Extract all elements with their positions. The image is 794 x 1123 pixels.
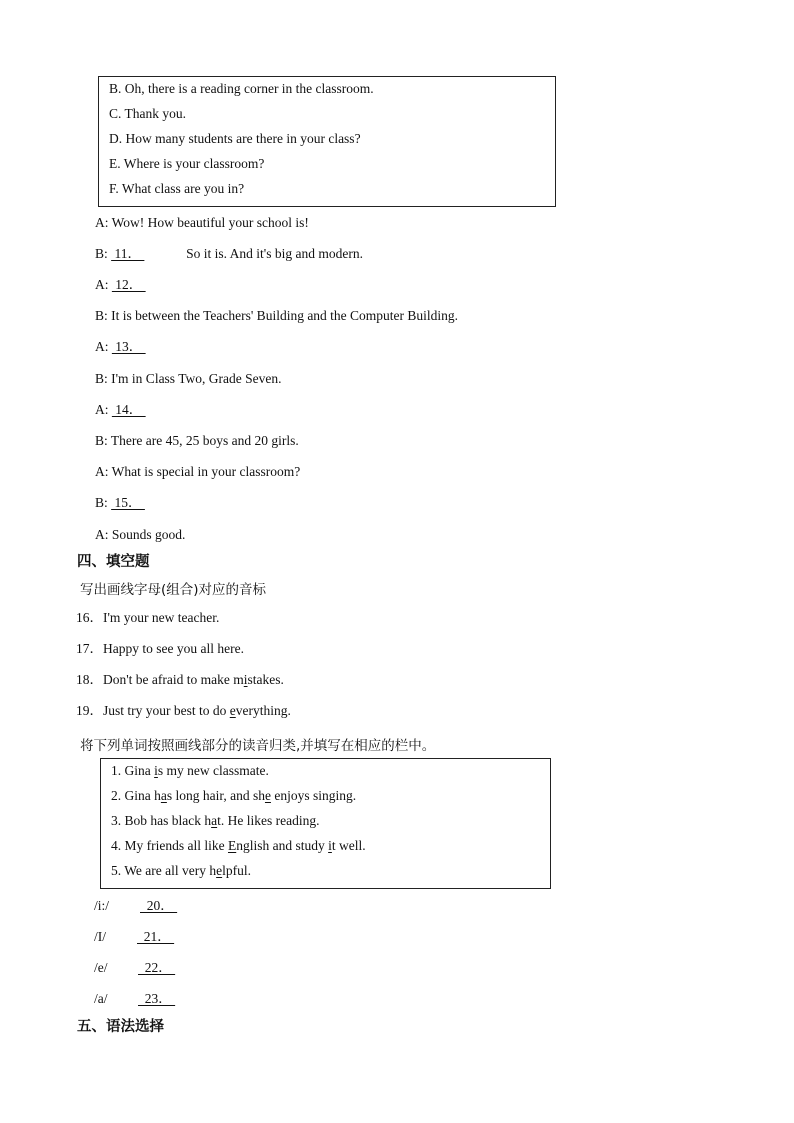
blank-11[interactable]: 11． <box>111 246 145 261</box>
phonetic-row-a <box>94 990 182 1008</box>
sentences-box <box>100 758 551 889</box>
sentence-3: 3. Bob has black hat. He likes reading. <box>111 813 320 828</box>
speaker-a: A: <box>95 339 112 354</box>
question-16: 16．I'm your new teacher. <box>76 610 220 625</box>
option-b: B. Oh, there is a reading corner in the classroom. <box>109 81 374 96</box>
blank-13[interactable]: 13． <box>111 339 146 354</box>
phonetic-symbol: /a/ <box>94 991 108 1006</box>
section-5-heading: 五、语法选择 <box>77 1019 164 1035</box>
option-d: D. How many students are there in your class? <box>109 131 361 146</box>
question-17: 17．Happy to see you all here. <box>76 641 244 656</box>
speaker-a: A: <box>95 277 112 292</box>
question-18: 18．Don't be afraid to make mistakes. <box>76 672 284 687</box>
blank-14[interactable]: 14． <box>111 402 146 417</box>
dialogue-line-11: A: Sounds good. <box>95 527 186 542</box>
question-19: 19．Just try your best to do everything. <box>76 703 291 718</box>
dialogue-line-4: B: It is between the Teachers' Building and the Computer Building. <box>95 308 459 323</box>
underlined-letter: e <box>229 703 236 718</box>
section-4-heading: 四、填空题 <box>77 554 150 570</box>
blank-20[interactable]: 20． <box>140 898 178 913</box>
blank-22[interactable]: 22． <box>138 960 176 975</box>
section-4-instruction-2: 将下列单词按照画线部分的读音归类,并填写在相应的栏中。 <box>80 738 436 754</box>
speaker-b: B: <box>95 246 112 261</box>
blank-15[interactable]: 15． <box>111 495 145 510</box>
dialogue-line-8: B: There are 45, 25 boys and 20 girls. <box>95 433 299 448</box>
sentence-4: 4. My friends all like English and study it well. <box>111 838 366 853</box>
option-e: E. Where is your classroom? <box>109 156 265 171</box>
dialogue-line-6: B: I'm in Class Two, Grade Seven. <box>95 371 282 386</box>
phonetic-row-i-long <box>94 897 184 915</box>
option-c: C. Thank you. <box>109 106 186 121</box>
dialogue-line-9: A: What is special in your classroom? <box>95 464 301 479</box>
phonetic-row-e <box>94 959 182 977</box>
dialogue-line-2 <box>95 245 363 263</box>
blank-12[interactable]: 12． <box>111 277 146 292</box>
phonetic-row-i-short <box>94 928 181 946</box>
dialogue-line-3 <box>95 276 156 294</box>
dialogue-line-1: A: Wow! How beautiful your school is! <box>95 215 309 230</box>
section-4-instruction-1: 写出画线字母(组合)对应的音标 <box>80 582 267 598</box>
options-box <box>98 76 556 207</box>
blank-23[interactable]: 23． <box>138 991 176 1006</box>
speaker-b: B: <box>95 495 112 510</box>
phonetic-symbol: /i:/ <box>94 898 110 913</box>
sentence-2: 2. Gina has long hair, and she enjoys singing. <box>111 788 357 803</box>
sentence-5: 5. We are all very helpful. <box>111 863 251 878</box>
dialogue-text: So it is. And it's big and modern. <box>186 246 363 261</box>
underlined-letter: i <box>243 672 248 687</box>
speaker-a: A: <box>95 402 112 417</box>
blank-21[interactable]: 21． <box>137 929 175 944</box>
dialogue-line-7 <box>95 401 156 419</box>
phonetic-symbol: /I/ <box>94 929 106 944</box>
phonetic-symbol: /e/ <box>94 960 108 975</box>
dialogue-line-10 <box>95 494 155 512</box>
option-f: F. What class are you in? <box>109 181 245 196</box>
sentence-1: 1. Gina is my new classmate. <box>111 763 269 778</box>
dialogue-line-5 <box>95 338 156 356</box>
